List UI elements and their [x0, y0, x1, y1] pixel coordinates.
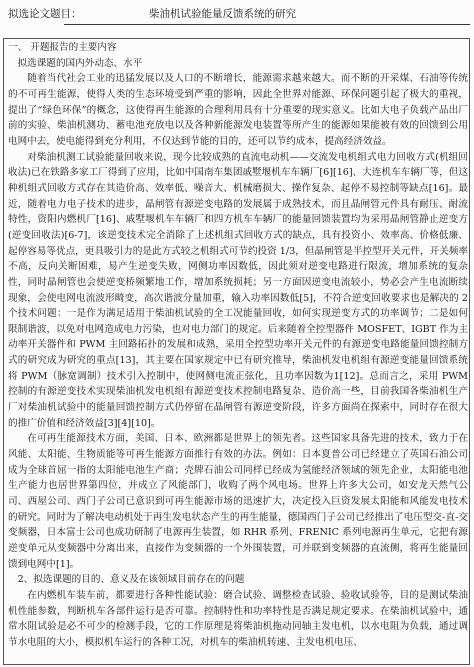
paragraph: 在内燃机车装车前，都要进行各种性能试验：磨合试验、调整检查试验、验收试验等，目的是测试柴油机性能参数，判断机车各部件运行是否可靠。控制特性和功率特性是否满足规定要求。在柴油机试验中，通常水阻试验是必不可少的检测手段，它的工作原理是将柴油机拖动同轴主发电机，以水电阻为负载，通过调节水电阻的大小，模拟机车运行的各种工况，对机车的柴油机转速、主发电机电压、: [8, 589, 468, 648]
subsection-heading: 2、拟选课题的目的、意义及在该领域目前存在的问题: [17, 574, 245, 586]
page-header: [4, 7, 470, 21]
paragraph: 在可再生能源技术方面，美国、日本、欧洲都是世界上的领先者。这些国家具备先进的技术，致力于在风能、太阳能、生物质能等可再生能源方面推行有效的办法。例如：日本夏普公司已经建立了英国石油公司成为全球首屈一指的太阳能电池生产商；壳牌石油公司同样已经成为氢能经济领域的领先企业，太阳能电池生产能力也居世界第四位，并成立了风能部门，收购了两个风电场。世界上许多大公司，如安龙天然气公司、西屋公司、西门子公司已意识到可再生能源市场的迅速扩大，决定投入巨资发展太阳能和风能发电技术的研究。同时为了解决电动机处于再生发电状态产生的再生能量，德国西门子公司已经推出了电压型交-直-交变频器，日本富士公司也成功研制了电源再生装置，如 RHR 系列、FRENIC 系列电源再生单元，它把有源逆变单元从变频器中分离出来，直接作为变频器的一个外围装置，可并联到变频器的直流侧，将再生能量回馈到电网中[1]。: [8, 433, 468, 570]
subsection-heading: 拟选课题的国内外动态、水平: [17, 57, 143, 69]
paragraph: 随着当代社会工业的迅猛发展以及人口的不断增长，能源需求越来越大。而不断的开采煤、石油等传统的不可再生能源，使得人类的生态环境受到严重的影响，因此全世界对能源、环保问题引起了极大的重视，提出了“绿色环保”的概念，这使得再生能源的合理利用具有十分重要的现实意义。比如大电子负载产品出厂前的实验、柴油机测功、蓄电池充放电以及各种新能源发电装置等所产生的能源如果能被有效的回馈到公用电网中去，使电能得到充分利用，不仅达到节能的目的，还可以节约成本，提高经济效益。: [8, 73, 468, 147]
title-underline: [64, 24, 470, 25]
thesis-title-label: 拟选论文题目：: [8, 8, 82, 20]
section-heading: 一、 开题报告的主要内容: [8, 42, 117, 53]
paragraph: 对柴油机测工试验能量回收来说，现今比较成熟的直流电动机——交流发电机组式电力回收方式(机组回收法)已在铁路多家工厂得到了应用，比如中国南车集团戚墅堰机车车辆厂[6][16]、大连机车车辆厂等，但这种机组式回收方式存在其造价高、效率低、噪音大、机械磨损大、操作复杂、起停不易控制等缺点[16]。最近，随着电力电子技术的进步，晶闸管有源逆变电路的发展属于成熟技术，而且晶闸管元件具有耐压、耐流特性，资阳内燃机厂[16]、戚墅堰机车车辆厂和四方机车车辆厂的能量回馈装置均为采用晶闸管静止逆变方(逆变回收法)[6-7]，该逆变技术完全消除了上述机组式回收方式的缺点，具有投资小、效率高、价格低廉、起停容易等优点，更具吸引力的是此方式较之机组式可节约投资 1/3，但晶闸管是半控型开关元件，开关频率不高，反向关断困难，易产生逆变失败，网侧功率因数低，因此须对逆变电路进行限流，增加系统的复杂性，同时晶闸管也会使逆变桥频繁地工作，增加系统损耗；另一方面因逆变电流较小，势必会产生电流断续现象，会使电网电流波形畸变，高次谐波分量加重，输入功率因数低[5]，不符合逆变回收要求也是解决的 2 个技术问题：一是作为满足适用于柴油机试验的全工况能量回收，如何实现逆变方式的功率调节；二是如何限制谐波，以免对电网造成电力污染，也对电力部门的规定。后来随着全控型器件 MOSFET、IGBT 作为主动率开关器件和 PWM 主回路拓扑的发展和成熟，采用全控型功率开关元件的有源逆变电路能量回馈控制方式的研究成为研究的重点[13]，其主要在国家规定中已有研究推导，柴油机发电机组有源逆变能量回馈系统将 PWM（脉宽调制）技术引入控制中，使网侧电流正弦化，且功率因数为1[12]。总而言之，采用 PWM 控制的有源逆变技术实现柴油机发电机组有源逆变技术控制电路复杂、造价高一些，目前我国各柴油机生产厂对柴油机试验中的能量回馈控制方式仍停留在晶闸管有源逆变阶段，许多方面尚在探索中，同时存在很大的推广价值和经济效益[3][4][10]。: [8, 151, 468, 429]
thesis-title: 柴油机试验能量反馈系统的研究: [149, 8, 296, 20]
report-content: [8, 40, 468, 651]
